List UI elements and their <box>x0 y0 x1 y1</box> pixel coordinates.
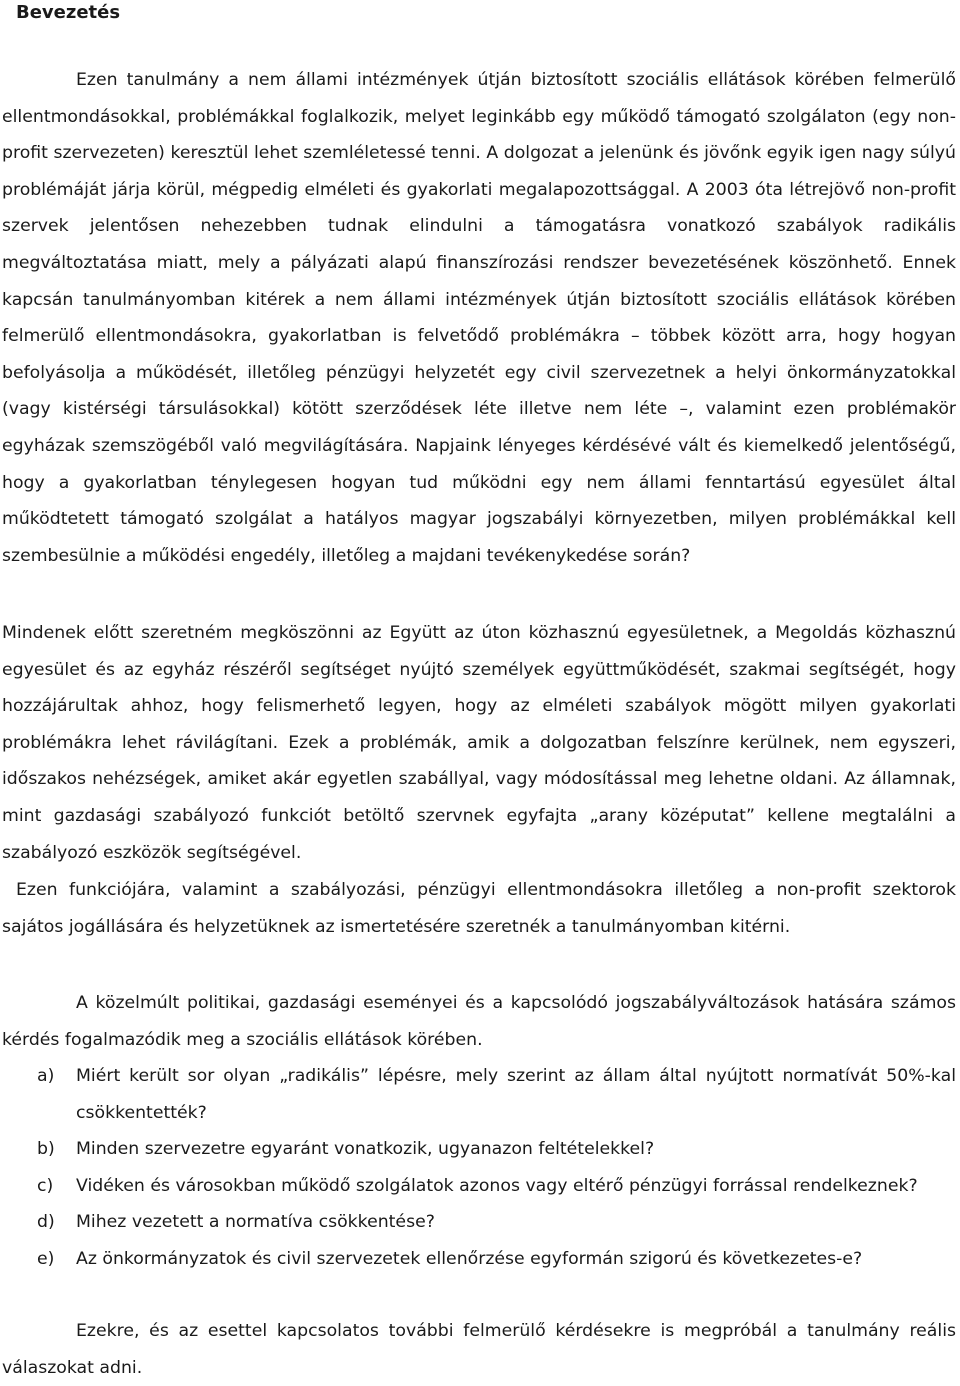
list-marker: e) <box>37 1248 55 1269</box>
list-marker: b) <box>37 1139 55 1160</box>
question-item-d <box>0 1204 956 1241</box>
closing-paragraph: Ezekre, és az esettel kapcsolatos további felmerülő kérdésekre is megpróbál a tanulmány reális válaszokat adni. <box>2 1321 956 1378</box>
acknowledgement-paragraph: Mindenek előtt szeretném megköszönni az Együtt az úton közhasznú egyesületnek, a Megoldás közhasznú egyesület és az egyház részéről segítséget nyújtó személyek együttműködését, szakmai segítségét, hogy hozzájárultak ahhoz, hogy felismerhető legyen, hogy az elméleti szabályok mögött milyen gyakorlati problémákra lehet rávilágítani. Ezek a problémák, amik a dolgozatban felszínre kerülnek, nem egyszeri, időszakos nehézségek, amiket akár egyetlen szabállyal, vagy módosítással meg lehetne oldani. Az államnak, mint gazdasági szabályozó funkciót betöltő szervnek egyfajta „arany középutat” kellene megtalálni a szabályozó eszközök segítségével. <box>2 623 956 863</box>
context-paragraph: A közelmúlt politikai, gazdasági eseményei és a kapcsolódó jogszabályváltozások hatására számos kérdés fogalmazódik meg a szociális ellátások körében. <box>2 993 956 1050</box>
intro-paragraph: Ezen tanulmány a nem állami intézmények útján biztosított szociális ellátások körében felmerülő ellentmondásokkal, problémákkal foglalkozik, melyet leginkább egy működő támogató szolgálaton (egy non-profit szervezeten) keresztül lehet szemléletessé tenni. A dolgozat a jelenünk és jövőnk egyik igen nagy súlyú problémáját járja körül, mégpedig elméleti és gyakorlati megalapozottsággal. A 2003 óta létrejövő non-profit szervek jelentősen nehezebben tudnak elindulni a támogatásra vonatkozó szabályok radikális megváltoztatása miatt, mely a pályázati alapú finanszírozási rendszer bevezetésének köszönhető. Ennek kapcsán tanulmányomban kitérek a nem állami intézmények útján biztosított szociális ellátások körében felmerülő ellentmondásokra, gyakorlatban is felvetődő problémákra – többek között arra, hogy hogyan befolyásolja a működését, illetőleg pénzügyi helyzetét egy civil szervezetnek a helyi önkormányzatokkal (vagy kistérségi társulásokkal) kötött szerződések léte illetve nem léte –, valamint ezen problémakör egyházak szemszögéből való megvilágítására. Napjaink lényeges kérdésévé vált és kiemelkedő jelentőségű, hogy a gyakorlatban ténylegesen hogyan tud működni egy nem állami fenntartású egyesület által működtetett támogató szolgálat a hatályos magyar jogszabályi környezetben, milyen problémákkal kell szembesülnie a működési engedély, illetőleg a majdani tevékenykedése során? <box>2 70 956 566</box>
question-item-a <box>0 1058 956 1131</box>
list-marker: c) <box>37 1175 54 1196</box>
question-text: Miért került sor olyan „radikális” lépésre, mely szerint az állam által nyújtott normatívát 50%-kal csökkentették? <box>76 1066 956 1123</box>
question-text: Minden szervezetre egyaránt vonatkozik, ugyanazon feltételekkel? <box>76 1139 655 1160</box>
page-title: Bevezetés <box>16 2 121 23</box>
question-item-b <box>0 1131 956 1168</box>
question-list <box>0 1058 956 1278</box>
question-text: Az önkormányzatok és civil szervezetek ellenőrzése egyformán szigorú és következetes-e? <box>76 1248 863 1269</box>
list-marker: d) <box>37 1212 55 1233</box>
question-item-e <box>0 1241 956 1278</box>
list-marker: a) <box>37 1066 55 1086</box>
question-text: Mihez vezetett a normatíva csökkentése? <box>76 1212 435 1233</box>
question-text: Vidéken és városokban működő szolgálatok azonos vagy eltérő pénzügyi forrással rendelkeznek? <box>76 1175 918 1196</box>
scope-paragraph: Ezen funkciójára, valamint a szabályozási, pénzügyi ellentmondásokra illetőleg a non-profit szektorok sajátos jogállására és helyzetüknek az ismertetésére szeretnék a tanulmányomban kitérni. <box>2 880 956 937</box>
question-item-c <box>0 1168 956 1205</box>
